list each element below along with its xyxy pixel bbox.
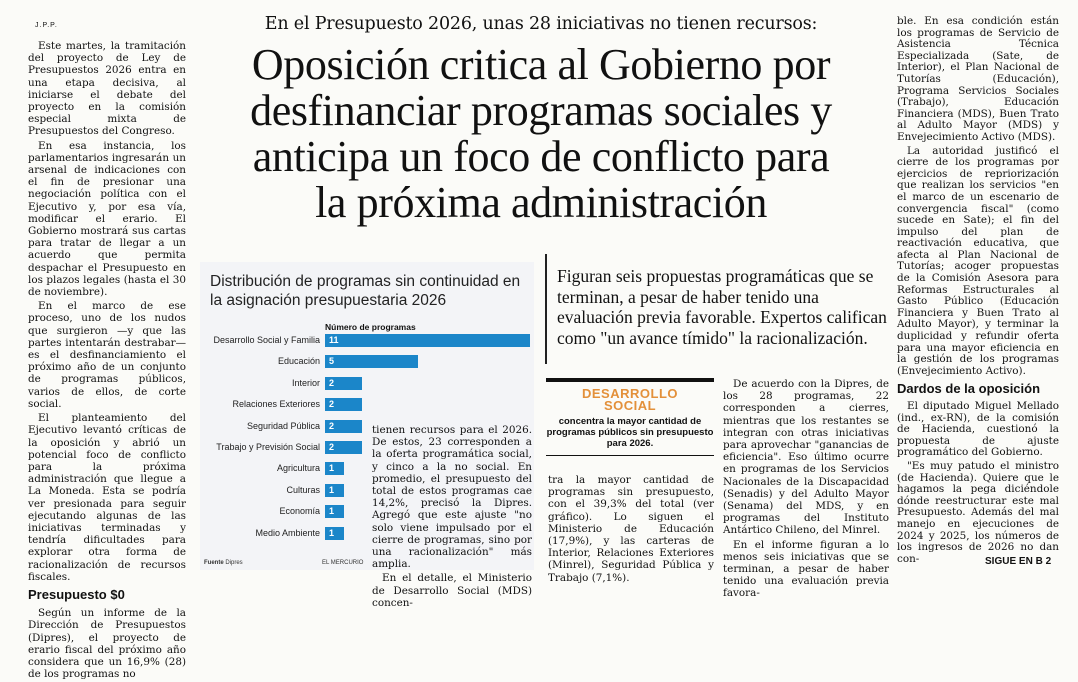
- chart-category-label: Relaciones Exteriores: [232, 399, 320, 410]
- article-column-5: [723, 378, 889, 602]
- lead: Figuran seis propuestas programáticas que se terminan, a pesar de haber tenido una evaluación previa favorable. Expertos califican como "un avance tímido" la racionalización.: [557, 266, 887, 348]
- chart-category-label: Trabajo y Previsión Social: [216, 442, 320, 452]
- headline-line: Oposición critica al Gobierno por: [251, 40, 831, 89]
- subheading: Presupuesto $0: [28, 586, 125, 602]
- chart-category-label: Medio Ambiente: [255, 527, 320, 538]
- chart-category-label: Desarrollo Social y Familia: [213, 335, 320, 345]
- chart-bar-value: 2: [329, 442, 335, 452]
- paragraph: En el informe figuran a lo menos seis iniciativas que se terminan, a pesar de haber tenido una evaluación previa favora-: [723, 538, 889, 600]
- chart-bar: [325, 462, 344, 475]
- chart-bar: [325, 355, 418, 368]
- paragraph: tienen recursos para el 2026. De estos, 23 corresponden a la oferta programática social, y cinco a la no social. En promedio, el presupuesto del total de estos programas cae 14,2%, precisó la Dipres. Agregó que este ajuste "no solo viene impulsado por el cierre de programas, sino por una racionalización" más amplia.: [372, 424, 532, 571]
- chart-category-label: Seguridad Pública: [246, 420, 320, 431]
- chart-source-value: Dipres: [225, 560, 243, 566]
- paragraph: De acuerdo con la Dipres, de los 28 programas, 22 corresponden a cierres, mientras que los restantes se integran con otras iniciativas para aprovechar "ganancias de eficiencia". Eso último ocurre en programas de los Servicios Nacionales de la Discapacidad (Senadis) y del Adulto Mayor (Senama) del MDS, y en programas del Instituto Antártico Chileno, del Minrel.: [723, 378, 889, 537]
- chart-category-label: Interior: [291, 377, 320, 388]
- chart-bar: [325, 505, 344, 518]
- chart-value-header: Número de programas: [325, 322, 416, 332]
- chart-category-label: Economía: [279, 506, 320, 517]
- paragraph: En el marco de ese proceso, uno de los nudos que surgieron —y que las partes intentarán destrabar— es el desfinanciamiento el próximo año de un conjunto de programas públicos, varios de ellos, de corte social.: [28, 300, 186, 410]
- chart-category-label: Agricultura: [276, 463, 320, 474]
- article-column-4: [548, 474, 714, 586]
- headline: [196, 42, 886, 226]
- chart-source: [204, 560, 243, 566]
- paragraph: En el detalle, el Ministerio de Desarrollo Social (MDS) concen-: [372, 572, 532, 609]
- chart-bar-value: 11: [329, 335, 339, 345]
- infobox: [546, 378, 714, 466]
- chart-bar-value: 5: [329, 356, 335, 367]
- lead-rule: [545, 254, 547, 364]
- continues-label: SIGUE EN B 2: [985, 556, 1052, 567]
- chart-bar-value: 1: [329, 484, 335, 495]
- infobox-subtitle: concentra la mayor cantidad de programas públicos sin presupuesto para 2026.: [546, 416, 714, 449]
- paragraph: La autoridad justificó el cierre de los programas por ejercicios de repriorización que realizan los servicios "en el marco de un escenario de convergencia fiscal" (como sucede en Sate); el fin del impulso del plan de reactivación educativa, que afecta al Plan Nacional de Tutorías; acoger propuestas de la Comisión Asesora para Reformas Estructurales al Gasto Público (Educación Financiera y Buen Trato al Adulto Mayor), y terminar la duplicidad y refundir oferta para una mayor eficiencia en la gestión de los programas (Envejecimiento Activo).: [897, 144, 1059, 377]
- headline-line: desfinanciar programas sociales y: [250, 86, 832, 135]
- chart-bar-value: 2: [329, 420, 335, 431]
- chart-bar: [325, 484, 344, 497]
- chart-bar: [325, 334, 530, 347]
- chart-bar-value: 2: [329, 377, 335, 388]
- chart-category-label: Culturas: [286, 484, 320, 495]
- byline: J.P.P.: [35, 22, 58, 29]
- chart-source-label: Fuente: [204, 560, 224, 566]
- paragraph: Según un informe de la Dirección de Presupuestos (Dipres), el proyecto de erario fiscal del próximo año considera que un 16,9% (28) de los programas no: [28, 607, 186, 681]
- headline-line: anticipa un foco de conflicto para: [252, 132, 830, 181]
- infobox-title: DESARROLLO SOCIAL: [582, 386, 678, 413]
- subheading: Dardos de la oposición: [897, 381, 1041, 397]
- headline-line: la próxima administración: [315, 178, 767, 227]
- chart-bar-value: 1: [329, 506, 335, 517]
- article-column-3: [372, 424, 532, 611]
- paragraph: El diputado Miguel Mellado (ind., ex-RN), de la comisión de Hacienda, cuestionó la propuesta de ajuste programático del Gobierno.: [897, 400, 1059, 459]
- paragraph: El planteamiento del Ejecutivo levantó críticas de la oposición y abrió un potencial foco de conflicto para la próxima administración que llegue a La Moneda. Esta se podría ver presionada para seguir ejecutando algunas de las iniciativas terminadas y tendría dificultades para explorar otra forma de racionalización de recursos fiscales.: [28, 412, 186, 583]
- chart-bar-value: 2: [329, 399, 335, 410]
- paragraph: tra la mayor cantidad de programas sin presupuesto, con el 39,3% del total (ver gráfico). Lo siguen el Ministerio de Educación (17,9%), y las carteras de Interior, Relaciones Exteriores (Minrel), Seguridad Pública y Trabajo (7,1%).: [548, 474, 714, 584]
- paragraph: "Es muy patudo el ministro (de Hacienda). Quiere que le hagamos la pega diciéndole dónde reestructurar este mal Presupuesto. Además del mal manejo en ejecuciones de 2024 y 2025, los números de los ingresos de 2026 no dan con-: [897, 459, 1059, 565]
- chart-bar-value: 1: [329, 527, 335, 538]
- paragraph: Este martes, la tramitación del proyecto de Ley de Presupuestos 2026 entra en una etapa decisiva, al iniciarse el debate del proyecto en la comisión especial mixta de Presupuestos del Congreso.: [28, 40, 186, 138]
- chart-bar: [325, 527, 344, 540]
- paragraph: ble. En esa condición están los programas de Servicio de Asistencia Técnica Especializada (Sate, de Interior), el Plan Nacional de Tutorías (Educación), Programa Servicios Sociales (Trabajo), Educación Financiera (MDS), Buen Trato al Adulto Mayor (MDS) y Envejecimiento Activo (MDS).: [897, 15, 1059, 143]
- article-column-6: [897, 16, 1059, 567]
- chart-category-label: Educación: [277, 356, 320, 367]
- kicker: En el Presupuesto 2026, unas 28 iniciativas no tienen recursos:: [264, 14, 818, 34]
- chart-bar-value: 1: [329, 463, 335, 474]
- chart-credit: EL MERCURIO: [322, 560, 364, 566]
- article-column-1: [28, 40, 186, 682]
- chart-title: Distribución de programas sin continuidad en la asignación presupuestaria 2026: [210, 273, 521, 309]
- paragraph: En esa instancia, los parlamentarios ingresarán un arsenal de indicaciones con el fin de presionar una negociación política con el Ejecutivo y, por esa vía, modificar el erario. El Gobierno mostrará sus cartas para tratar de llegar a un acuerdo que permita despachar el Presupuesto en los plazos legales (hasta el 30 de noviembre).: [28, 139, 186, 299]
